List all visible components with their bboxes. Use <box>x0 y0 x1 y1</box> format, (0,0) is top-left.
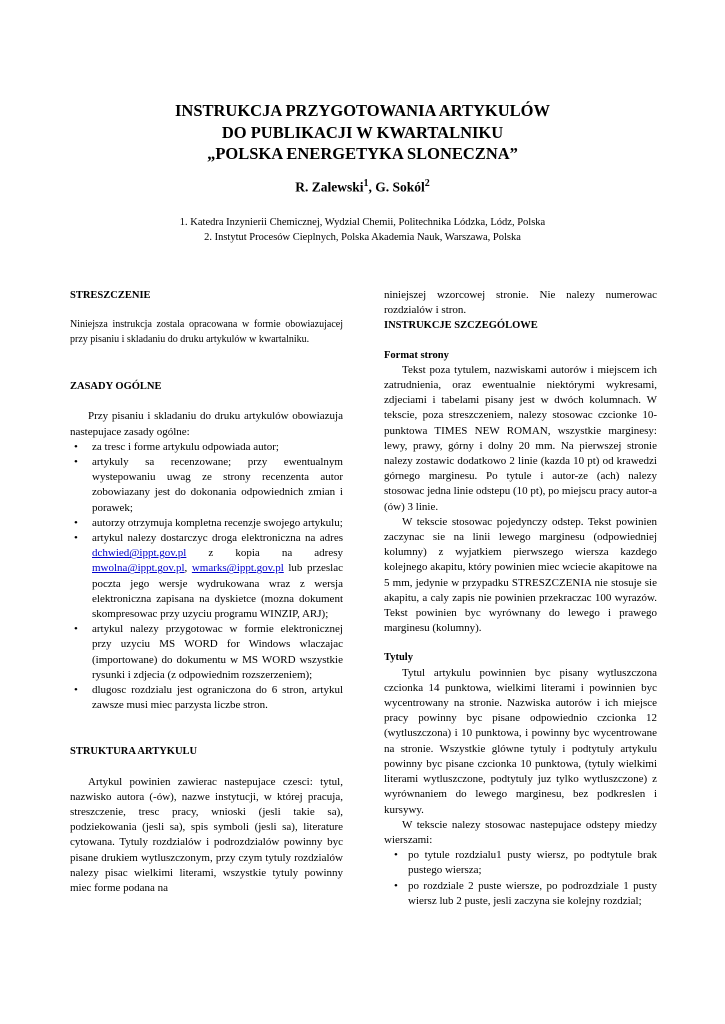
affiliation-line: 1. Katedra Inzynierii Chemicznej, Wydzial Chemii, Politechnika Lódzka, Lódz, Polska <box>179 217 546 228</box>
list-item-text: z kopia na adresy <box>186 547 343 560</box>
list-item-text: po rozdziale 2 puste wiersze, po podrozdziale 1 pusty wiersz lub 2 puste, jesli zaczyna sie kolejny rozdzial; <box>408 879 657 907</box>
list-item <box>70 531 343 622</box>
affiliation-marker: 2 <box>424 178 430 189</box>
list-item-text: artykuly sa recenzowane; przy ewentualnym wystepowaniu uwag ze strony recenzenta autor zobowiazany jest do dokonania odpowiednich zmian i porawek; <box>92 456 343 514</box>
titles-paragraph: Tytul artykulu powinnien byc pisany wytluszczona czcionka 14 punktowa, wielkimi literami i powinnien byc wycentrowany na stronie. Nazwiska autorów i ich miejsce pracy powinny byc pisane odpowiednio czcionka 12 (wytluszczona) i 10 punktowa, i powinny byc wycentrowane na stronie. Wszystkie glówne tytuly i podtytuly artykulu powinny byc pisane czcionka 10 punktowa, (tytuly wielkimi literami wytluszczone, podtytuly juz tylko wytluszczone) z wyrównaniem do lewego marginesu, bez podkreslen i kursywy. <box>384 666 657 816</box>
continuation-text: niniejszej wzorcowej stronie. Nie nalezy numerowac rozdzialów i stron. <box>384 289 657 317</box>
list-item <box>70 683 343 713</box>
list-item-text: po tytule rozdzialu1 pusty wiersz, po podtytule brak pustego wiersza; <box>408 849 657 877</box>
list-item <box>70 516 343 531</box>
bullet-icon: • <box>74 684 78 697</box>
affiliations <box>0 215 725 245</box>
list-item-text: za tresc i forme artykulu odpowiada autor; <box>92 440 279 453</box>
bullet-icon: • <box>74 623 78 636</box>
list-item-text: , <box>184 562 192 575</box>
author-list <box>0 175 725 197</box>
right-column <box>384 288 657 909</box>
detail-instructions-heading: INSTRUKCJE SZCZEGÓLOWE <box>384 320 538 332</box>
affiliation-line: 2. Instytut Procesów Cieplnych, Polska Akademia Nauk, Warszawa, Polska <box>204 232 521 243</box>
title-line-3: „POLSKA ENERGETYKA SLONECZNA” <box>207 144 518 163</box>
bullet-icon: • <box>394 879 398 892</box>
general-rules-intro: Przy pisaniu i skladaniu do druku artykulów obowiazuja nastepujace zasady ogólne: <box>70 410 343 438</box>
list-item <box>70 622 343 683</box>
general-rules-heading: ZASADY OGÓLNE <box>70 381 162 393</box>
abstract-text: Niniejsza instrukcja zostala opracowana w formie obowiazujacej przy pisaniu i skladaniu do druku artykulów w kwartalniku. <box>70 319 343 345</box>
list-item-text: dlugosc rozdzialu jest ograniczona do 6 stron, artykul zawsze musi miec parzysta liczbe stron. <box>92 684 343 712</box>
list-item <box>70 455 343 516</box>
list-item-text: lub przeslac poczta jego wersje wydrukowana wraz z wersja elektroniczna zapisana na dyskietce (mozna dokument skompresowac przy uzyciu programu WINZIP, ARJ); <box>92 562 344 621</box>
bullet-icon: • <box>74 516 78 529</box>
email-link[interactable]: dchwied@ippt.gov.pl <box>92 547 187 560</box>
spacing-rules-list <box>384 848 657 909</box>
author-name: R. Zalewski <box>295 179 364 195</box>
email-link[interactable]: mwolna@ippt.gov.pl <box>92 562 185 575</box>
list-item <box>70 440 343 455</box>
list-item <box>384 879 657 909</box>
title-line-2: DO PUBLIKACJI W KWARTALNIKU <box>221 122 504 142</box>
page-format-heading: Format strony <box>384 349 449 361</box>
article-title <box>0 100 725 165</box>
structure-text: Artykul powinien zawierac nastepujace czesci: tytul, nazwisko autora (-ów), nazwe instytucji, w której pracuja, streszczenie, tresc pracy, wnioski (jesli takie sa), podziekowania (jesli sa), spis symboli (jesli sa), literature cytowana. Tytuly rozdzialów i podrozdzialów powinny byc pisane drukiem wytluszczonym, przy czym tytuly rozdzialów nalezy pisac wielkimi literami, wszystkie tytuly powinny miec forme podana na <box>70 775 343 895</box>
structure-heading: STRUKTURA ARTYKULU <box>70 746 198 758</box>
left-column <box>70 288 343 896</box>
bullet-icon: • <box>394 849 398 862</box>
general-rules-list <box>70 440 343 714</box>
bullet-icon: • <box>74 440 78 453</box>
list-item-text: autorzy otrzymuja kompletna recenzje swojego artykulu; <box>92 516 343 529</box>
author-separator: , <box>368 179 376 195</box>
page-format-paragraph: Tekst poza tytulem, nazwiskami autorów i miejscem ich zatrudnienia, oraz ewentualnie niektórymi wykresami, zdjeciami i tabelami pisany jest w dwóch kolumnach. W tekscie, poza streszczeniem, nalezy stosowac czcionke 10-punktowa TIMES NEW ROMAN, wszystkie marginesy: lewy, prawy, górny i dolny 20 mm. Na pierwszej stronie nalezy zostawic dodatkowo 2 linie (kazda 10 pt) od krawedzi górnego marginesu. Po tytule i autor-ze (ach) nalezy stosowac jedna linie odstepu (10 pt), po miejscu pracy autor-a (ów) 3 linie. <box>384 363 657 513</box>
bullet-icon: • <box>74 532 78 545</box>
titles-paragraph: W tekscie nalezy stosowac nastepujace odstepy miedzy wierszami: <box>384 818 657 846</box>
bullet-icon: • <box>74 456 78 469</box>
affiliation-marker: 1 <box>363 178 369 189</box>
author-name: G. Sokól <box>375 179 425 195</box>
email-link[interactable]: wmarks@ippt.gov.pl <box>191 562 284 575</box>
title-line-1: INSTRUKCJA PRZYGOTOWANIA ARTYKULÓW <box>174 101 550 120</box>
list-item-text: artykul nalezy dostarczyc droga elektroniczna na adres <box>92 532 343 545</box>
list-item <box>384 848 657 878</box>
page-format-paragraph: W tekscie stosowac pojedynczy odstep. Tekst powinien zaczynac sie na linii lewego marginesu (odpowiedniej kolumny) z wyjatkiem pierwszego wiersza kazdego kolejnego akapitu, który powinien miec wciecie akapitowe na 5 mm, jedynie w przypadku STRESZCZENIA nie stosuje sie akapitu, a caly zapis nie powinien przekraczac 100 wyrazów. Tekst powinien byc wyrównany do lewego i prawego marginesu (kolumny). <box>384 515 657 635</box>
list-item-text: artykul nalezy przygotowac w formie elektronicznej przy uzyciu MS WORD for Windows wlaczajac (importowane) do dokumentu w MS WORD wszystkie rysunki i zdjecia (z odpowiednim rozszerzeniem); <box>92 623 343 681</box>
abstract-heading: STRESZCZENIE <box>70 290 151 301</box>
titles-heading: Tytuly <box>384 652 413 664</box>
